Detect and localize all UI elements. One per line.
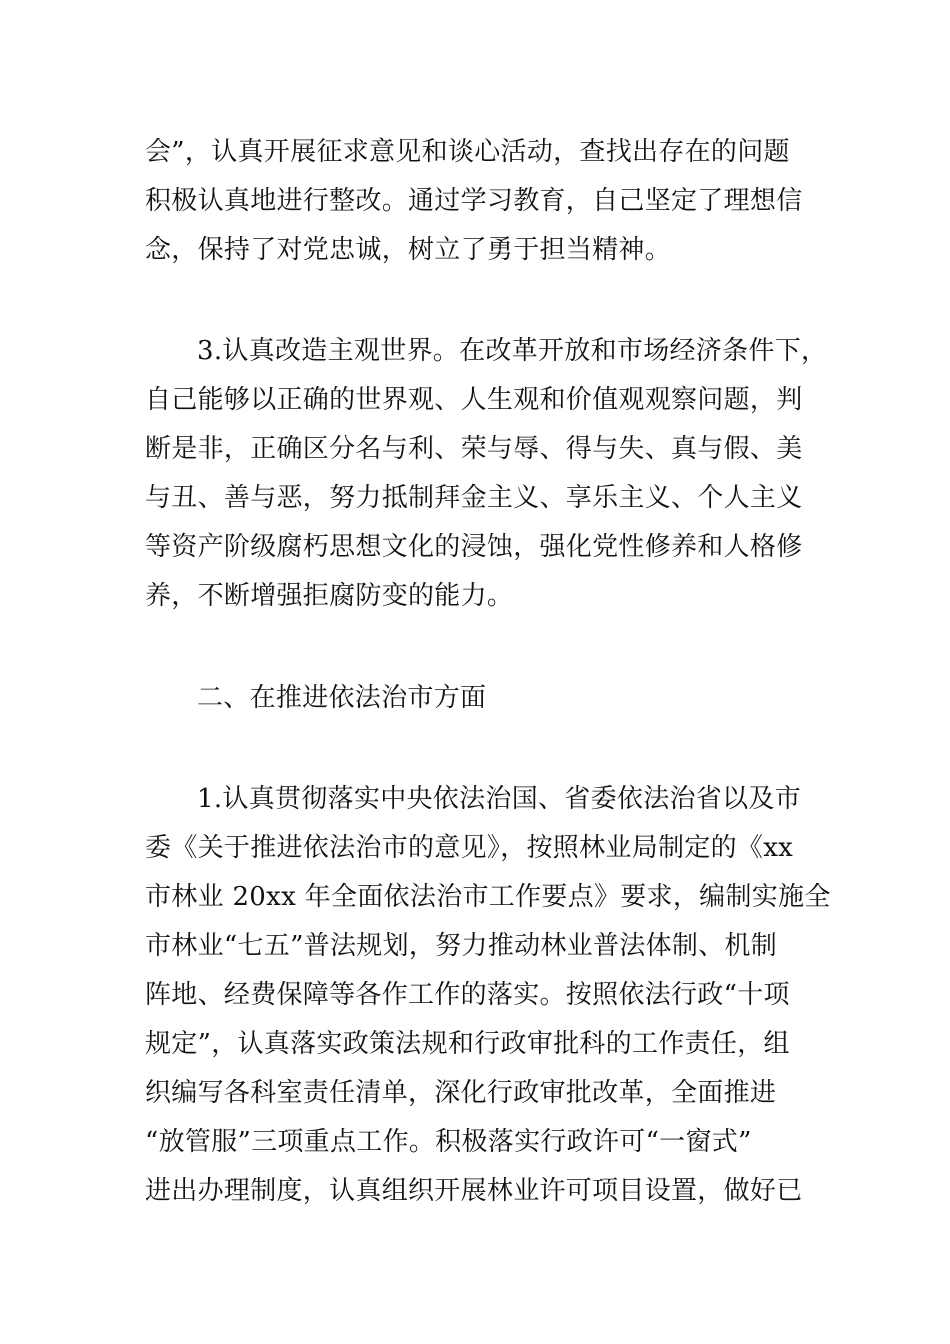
- paragraph-3-line-6: 规定”，认真落实政策法规和行政审批科的工作责任，组: [145, 1029, 790, 1059]
- paragraph-2-line-6: 养，不断增强拒腐防变的能力。: [145, 581, 514, 611]
- paragraph-2-line-4: 与丑、善与恶，努力抵制拜金主义、享乐主义、个人主义: [145, 483, 803, 513]
- paragraph-2-line-2: 自己能够以正确的世界观、人生观和价值观观察问题，判: [145, 385, 803, 415]
- paragraph-2-line-5: 等资产阶级腐朽思想文化的浸蚀，强化党性修养和人格修: [145, 532, 803, 562]
- paragraph-3-line-8: “放管服”三项重点工作。积极落实行政许可“一窗式”: [145, 1127, 752, 1157]
- paragraph-2-line-3: 断是非，正确区分名与利、荣与辱、得与失、真与假、美: [145, 434, 803, 464]
- paragraph-3-line-5: 阵地、经费保障等各作工作的落实。按照依法行政“十项: [145, 980, 790, 1010]
- section-heading: 二、在推进依法治市方面: [197, 683, 487, 713]
- paragraph-3-line-3: 市林业 20xx 年全面依法治市工作要点》要求，编制实施全: [145, 882, 831, 912]
- paragraph-1-line-2: 积极认真地进行整改。通过学习教育，自己坚定了理想信: [145, 186, 803, 216]
- paragraph-3-line-7: 织编写各科室责任清单，深化行政审批改革，全面推进: [145, 1078, 777, 1108]
- paragraph-2-line-1: 3.认真改造主观世界。在改革开放和市场经济条件下，: [197, 336, 828, 366]
- paragraph-3-line-9: 进出办理制度，认真组织开展林业许可项目设置，做好已: [145, 1176, 803, 1206]
- paragraph-3-line-2: 委《关于推进依法治市的意见》，按照林业局制定的《xx: [145, 833, 794, 863]
- paragraph-3-line-1: 1.认真贯彻落实中央依法治国、省委依法治省以及市: [197, 784, 802, 814]
- paragraph-3-line-4: 市林业“七五”普法规划，努力推动林业普法体制、机制: [145, 931, 778, 961]
- paragraph-1-line-1: 会”，认真开展征求意见和谈心活动，查找出存在的问题: [145, 137, 790, 167]
- paragraph-1-line-3: 念，保持了对党忠诚，树立了勇于担当精神。: [145, 235, 672, 265]
